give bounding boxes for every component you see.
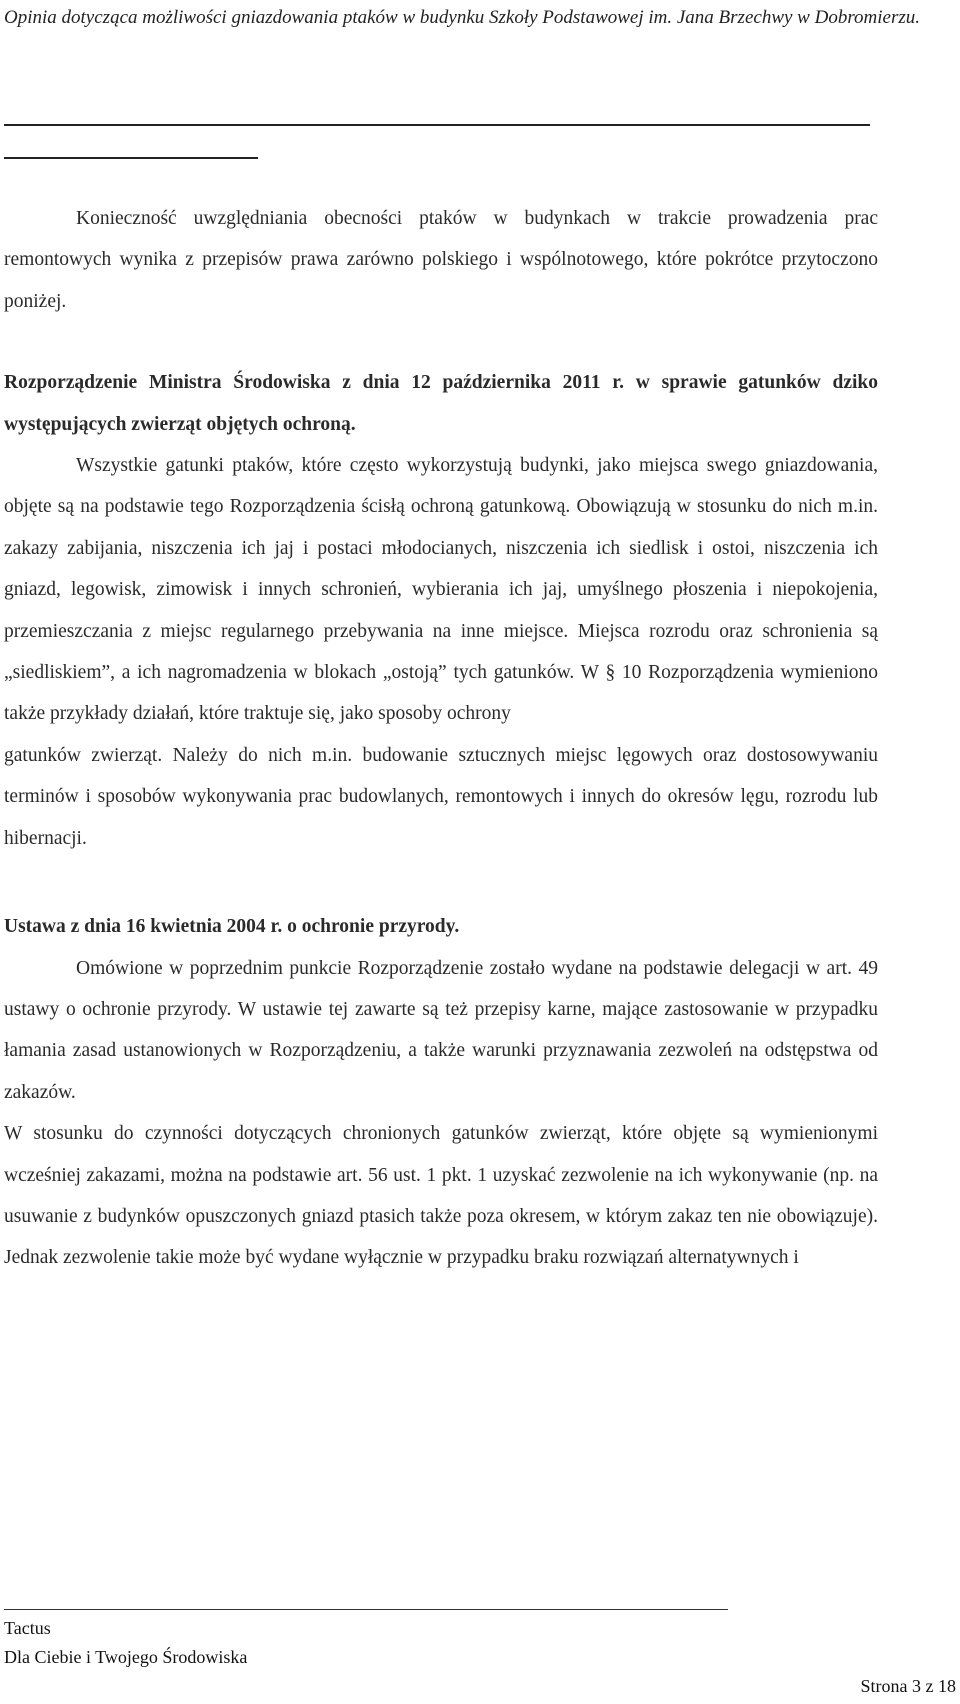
spacer xyxy=(4,322,878,362)
act-heading: Ustawa z dnia 16 kwietnia 2004 r. o ochronie przyrody. xyxy=(4,916,460,938)
footer-brand-tagline: Dla Ciebie i Twojego Środowiska xyxy=(4,1647,248,1667)
act-paragraph-2: W stosunku do czynności dotyczących chronionych gatunków zwierząt, które objęte są wymienionymi wcześniej zakazami, można na podstawie art. 56 ust. 1 pkt. 1 uzyskać zezwolenie na ich wykonywanie (np. na usuwanie z budynków opuszczonych gniazd ptasich także poza okresem, w którym zakaz ten nie obowiązuje). Jednak zezwolenie takie może być wydane wyłącznie w przypadku braku rozwiązań alternatywnych i xyxy=(4,1123,878,1269)
regulation-paragraph-continued: gatunków zwierząt. Należy do nich m.in. budowanie sztucznych miejsc lęgowych oraz dostosowywaniu terminów i sposobów wykonywania prac budowlanych, remontowych i innych do okresów lęgu, rozrodu lub hibernacji. xyxy=(4,744,878,849)
regulation-heading: Rozporządzenie Ministra Środowiska z dnia 12 października 2011 r. w sprawie gatunków dziko występujących zwierząt objętych ochroną. xyxy=(4,372,878,435)
intro-paragraph: Konieczność uwzględniania obecności ptaków w budynkach w trakcie prowadzenia prac remontowych wynika z przepisów prawa zarówno polskiego i wspólnotowego, które pokrótce przytoczono poniżej. xyxy=(4,208,878,312)
regulation-paragraph: Wszystkie gatunki ptaków, które często wykorzystują budynki, jako miejsca swego gniazdowania, objęte są na podstawie tego Rozporządzenia ścisłą ochroną gatunkową. Obowiązują w stosunku do nich m.in. zakazy zabijania, niszczenia ich jaj i postaci młodocianych, niszczenia ich siedlisk i ostoi, niszczenia ich gniazd, legowisk, zimowisk i innych schronień, wybierania ich jaj, umyślnego płoszenia i niepokojenia, przemieszczania z miejsc regularnego przebywania na inne miejsce. Miejsca rozrodu oraz schronienia są „siedliskiem”, a ich nagromadzenia w blokach „ostoją” tych gatunków. W § 10 Rozporządzenia wymieniono także przykłady działań, które traktuje się, jako sposoby ochrony xyxy=(4,455,878,725)
header-rule-long xyxy=(4,124,870,126)
footer-brand xyxy=(4,1614,247,1672)
header-rule-short xyxy=(4,157,258,159)
document-header-title: Opinia dotycząca możliwości gniazdowania ptaków w budynku Szkoły Podstawowej im. Jana Brzechwy w Dobromierzu. xyxy=(4,7,920,28)
act-paragraph: Omówione w poprzednim punkcie Rozporządzenie zostało wydane na podstawie delegacji w art. 49 ustawy o ochronie przyrody. W ustawie tej zawarte są też przepisy karne, mające zastosowanie w przypadku łamania zasad ustanowionych w Rozporządzeniu, a także warunki przyznawania zezwoleń na odstępstwa od zakazów. xyxy=(4,957,878,1103)
page-number: Strona 3 z 18 xyxy=(860,1676,956,1696)
document-body xyxy=(4,198,878,1279)
footer-rule xyxy=(4,1609,728,1610)
footer-brand-name: Tactus xyxy=(4,1618,51,1638)
spacer xyxy=(4,859,878,906)
